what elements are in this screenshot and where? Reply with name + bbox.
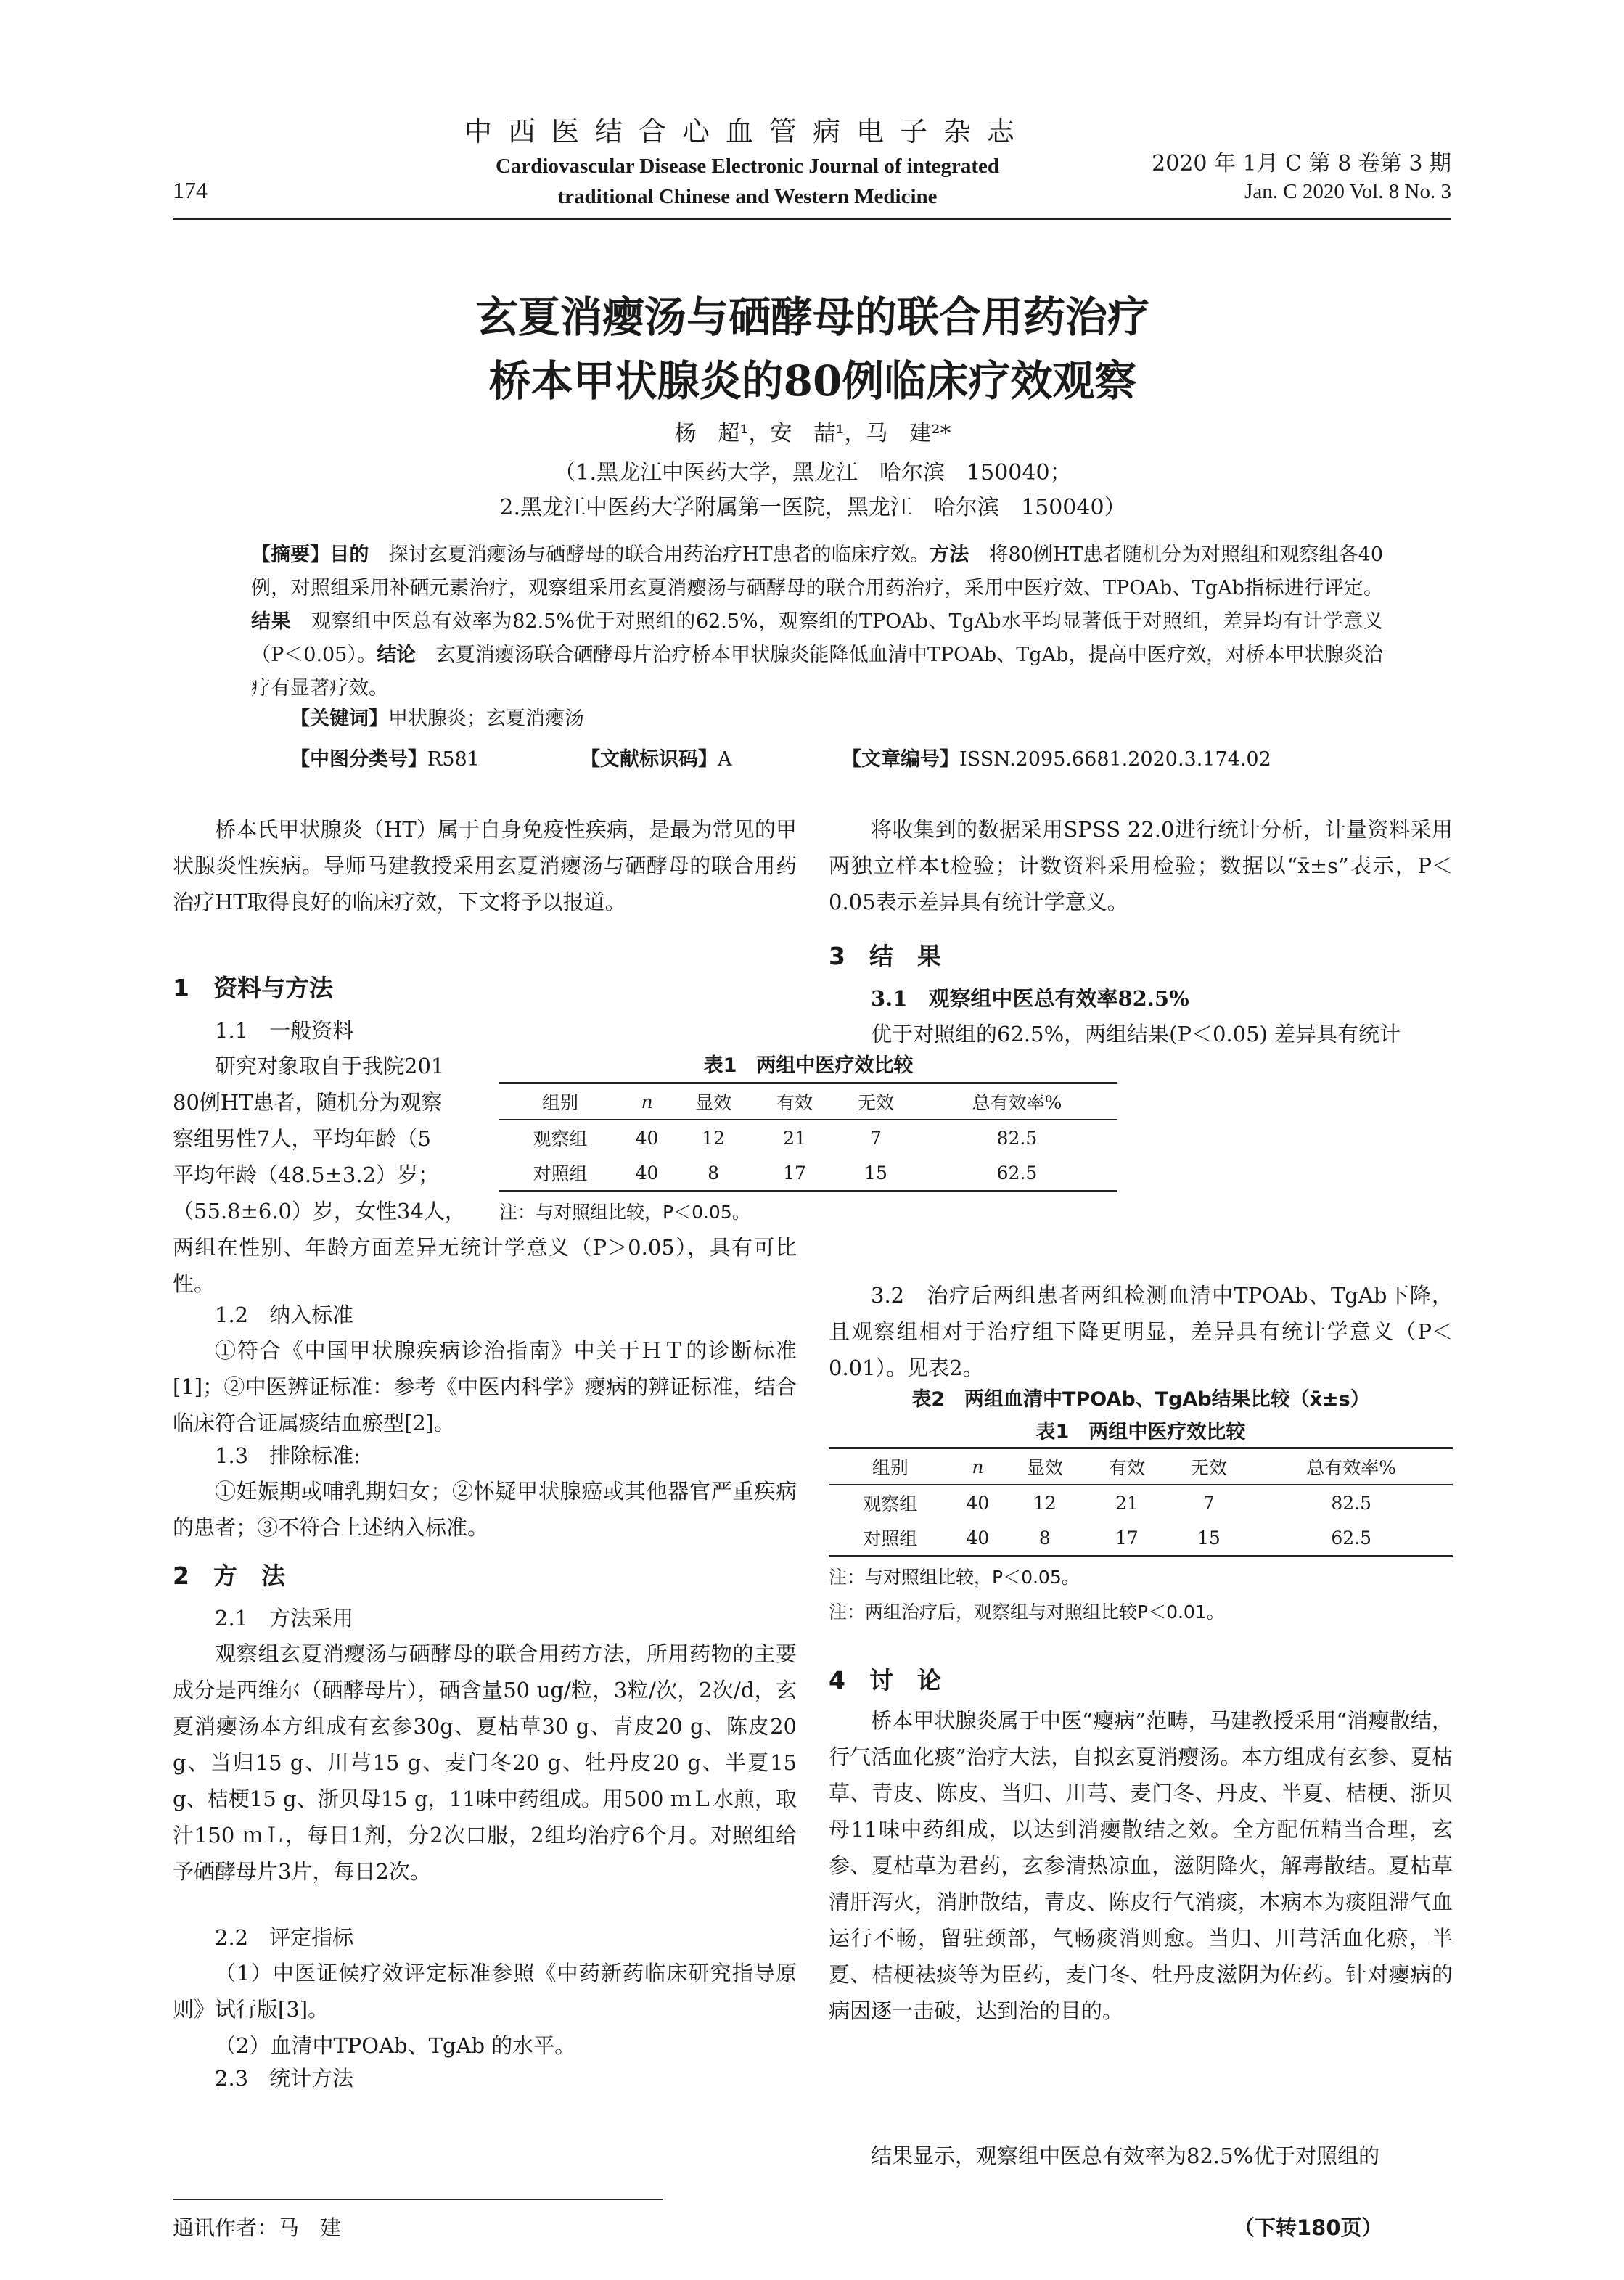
clc-value: R581 [427,748,480,771]
article-number [842,743,1271,771]
section-3-2-text: 3.2 治疗后两组患者两组检测血清中TPOAb、TgAb下降，且观察组相对于治疗组下降更明显，差异具有统计学意义（P＜0.01）。见表2。 [829,1283,1453,1380]
abstract-conclusion: 玄夏消瘿汤联合硒酵母片治疗桥本甲状腺炎能降低血清中TPOAb、TgAb，提高中医疗效，对桥本甲状腺炎治疗有显著疗效。 [251,644,1383,700]
table-2-header: n [951,1448,1004,1485]
table-cell: 82.5 [1331,1492,1372,1514]
table-cell: 8 [1004,1520,1086,1557]
section-4-heading: 4 讨 论 [829,1666,941,1694]
table-1-header: 无效 [835,1083,916,1120]
section-3-1-heading: 3.1 观察组中医总有效率82.5% [871,986,1189,1011]
table-cell: 62.5 [916,1155,1117,1192]
table-cell: 对照组 [499,1155,621,1192]
section-2-1-text: 观察组玄夏消瘿汤与硒酵母的联合用药方法，所用药物的主要成分是西维尔（硒酵母片），硒含量50 ug/粒，3粒/次，2次/d，玄夏消瘿汤本方组成有玄参30g、夏枯草30 g、青皮20 g、陈皮20 g、当归15 g、川芎15 g、麦门冬20 g、牡丹皮20 g、半夏15 g、桔梗15 g、浙贝母15 g，11味中药组成。用500 ｍＬ水煎，取汁150 ｍＬ，每日1剂，分2次口服，2组均治疗6个月。对照组给予硒酵母片3片，每日2次。 [173,1641,797,1884]
issue-en: Jan. C 2020 Vol. 8 No. 3 [1244,180,1451,203]
journal-title-en-line1: Cardiovascular Disease Electronic Journal of integrated [495,155,1000,178]
discussion-paragraph: 桥本甲状腺炎属于中医“瘿病”范畴，马建教授采用“消瘿散结，行气活血化痰”治疗大法，自拟玄夏消瘿汤。本方组成有玄参、夏枯草、青皮、陈皮、当归、川芎、麦门冬、丹皮、半夏、桔梗、浙贝母11味中药组成，以达到消瘿散结之效。全方配伍精当合理，玄参、夏枯草为君药，玄参清热凉血，滋阴降火，解毒散结。夏枯草清肝泻火，消肿散结，青皮、陈皮行气消痰，本病本为痰阻滞气血运行不畅，留驻颈部，气畅痰消则愈。当归、川芎活血化瘀，半夏、桔梗祛痰等为臣药，麦门冬、牡丹皮滋阴为佐药。针对瘿病的病因逐一击破，达到治的目的。 [829,1708,1453,2023]
document-code [581,743,732,771]
table-row [499,1155,1117,1192]
table-1-header: n [621,1083,673,1120]
table-cell: 8 [673,1155,754,1192]
section-2-1-heading: 2.1 方法采用 [215,1606,354,1631]
table-cell: 15 [835,1155,916,1192]
article-title-line2: 桥本甲状腺炎的80例临床疗效观察 [488,356,1137,406]
table-1-header: 组别 [499,1083,621,1120]
affiliation-2: 2.黑龙江中医药大学附属第一医院，黑龙江 哈尔滨 150040） [499,495,1126,520]
section-1-2-heading: 1.2 纳入标准 [215,1303,354,1327]
corresponding-author: 通讯作者：马 建 [173,2215,342,2240]
table-cell: 21 [783,1127,806,1149]
table-cell: 12 [1033,1492,1057,1514]
table-2-header: 有效 [1086,1448,1168,1485]
table-cell: 21 [1115,1492,1139,1514]
table-row [499,1120,1117,1155]
section-1-3-text: ①妊娠期或哺乳期妇女；②怀疑甲状腺癌或其他器官严重疾病的患者；③不符合上述纳入标准。 [173,1479,797,1540]
section-1-1-line5: （55.8±6.0）岁，女性34人， [173,1199,466,1223]
abstract-purpose: 探讨玄夏消瘿汤与硒酵母的联合用药治疗HT患者的临床疗效。 [369,544,930,566]
continued-note: （下转180页） [1234,2215,1383,2240]
abstract-label: 【摘要】 [251,544,330,566]
table-cell: 40 [966,1492,990,1514]
abstract-purpose-label: 目的 [329,544,369,566]
article-number-label: 【文章编号】 [842,748,959,771]
table-2-header: 显效 [1004,1448,1086,1485]
document-code-label: 【文献标识码】 [581,748,718,771]
section-2-2-heading: 2.2 评定指标 [215,1925,354,1950]
table-2-grid [829,1447,1453,1557]
clc-label: 【中图分类号】 [290,748,427,771]
table-cell: 62.5 [1250,1520,1453,1557]
table-cell: 40 [621,1155,673,1192]
authors: 杨 超¹，安 喆¹，马 建²* [674,421,951,446]
table-row [829,1520,1453,1557]
table-1-caption: 表1 两组中医疗效比较 [703,1054,914,1077]
section-1-1-tail: 两组在性别、年龄方面差异无统计学意义（P＞0.05），具有可比性。 [173,1235,797,1296]
keywords-label: 【关键词】 [290,708,388,730]
table-2-note-2: 注：两组治疗后，观察组与对照组比较P＜0.01。 [829,1602,1225,1623]
table-1-header: 有效 [754,1083,835,1120]
table-2-inner-caption: 表1 两组中医疗效比较 [1035,1421,1246,1443]
journal-title-cn: 中西医结合心血管病电子杂志 [464,115,1030,147]
affiliation-1: （1.黑龙江中医药大学，黑龙江 哈尔滨 150040； [554,460,1072,485]
section-1-1-line4: 平均年龄（48.5±3.2）岁； [173,1162,439,1187]
document-code-value: A [718,748,732,771]
table-1 [499,1049,1117,1224]
section-1-1-line3: 察组男性7人，平均年龄（5 [173,1126,431,1151]
abstract-result-label: 结果 [251,610,292,633]
table-2-header: 总有效率% [1250,1448,1453,1485]
article-number-value: ISSN.2095.6681.2020.3.174.02 [959,748,1271,771]
table-1-header: 显效 [673,1083,754,1120]
issue-cn: 2020 年 1月 C 第 8 卷第 3 期 [1152,151,1451,176]
section-1-3-heading: 1.3 排除标准: [215,1443,361,1468]
abstract [251,538,1383,705]
table-cell: 7 [870,1127,882,1149]
abstract-method: 将80例HT患者随机分为对照组和观察组各40例，对照组采用补硒元素治疗，观察组采用玄夏消瘿汤与硒酵母的联合用药治疗，采用中医疗效、TPOAb、TgAb指标进行评定。 [251,544,1383,599]
table-cell: 40 [951,1520,1004,1557]
table-row [829,1485,1453,1520]
page-number: 174 [173,177,208,203]
table-2-header: 组别 [829,1448,951,1485]
abstract-conclusion-label: 结论 [377,644,417,666]
keywords-text: 甲状腺炎；玄夏消瘿汤 [388,708,584,730]
table-1-header: 总有效率% [916,1083,1117,1120]
table-cell: 40 [635,1127,659,1149]
section-1-heading: 1 资料与方法 [173,974,333,1002]
table-1-note: 注：与对照组比较，P＜0.05。 [499,1202,750,1223]
table-cell: 12 [702,1127,725,1149]
table-2-note-1: 注：与对照组比较，P＜0.05。 [829,1567,1080,1588]
table-1-grid [499,1082,1117,1192]
footnote-rule [173,2199,663,2200]
table-cell: 7 [1202,1492,1215,1514]
stats-paragraph: 将收集到的数据采用SPSS 22.0进行统计分析，计量资料采用两独立样本t检验；计数资料采用检验；数据以“x̄±s”表示，P＜0.05表示差异具有统计学意义。 [829,817,1453,914]
section-2-2-item1: （1）中医证候疗效评定标准参照《中药新药临床研究指导原则》试行版[3]。 [173,1961,797,2022]
table-cell: 82.5 [996,1127,1038,1149]
section-2-3-heading: 2.3 统计方法 [215,2066,354,2091]
table-2 [829,1383,1453,1624]
table-2-header: 无效 [1168,1448,1250,1485]
table-cell: 观察组 [533,1128,588,1149]
abstract-result: 观察组中医总有效率为82.5%优于对照组的62.5%，观察组的TPOAb、TgAb水平均显著低于对照组，差异均有计学意义（P＜0.05）。 [251,610,1383,666]
table-cell: 17 [754,1155,835,1192]
keywords [290,702,584,731]
section-1-2-text: ①符合《中国甲状腺疾病诊治指南》中关于ＨＴ的诊断标准[1]；②中医辨证标准：参考《中医内科学》瘿病的辨证标准，结合临床符合证属痰结血瘀型[2]。 [173,1338,797,1435]
journal-title-en [406,151,1088,212]
section-1-1-line2: 80例HT患者，随机分为观察 [173,1090,443,1115]
table-cell: 观察组 [863,1493,918,1514]
section-2-heading: 2 方 法 [173,1562,285,1590]
header-rule [173,218,1451,220]
section-1-1-line1: 研究对象取自于我院201 [215,1054,445,1078]
discussion-tail: 结果显示，观察组中医总有效率为82.5%优于对照组的 [871,2144,1380,2168]
journal-title-en-line2: traditional Chinese and Western Medicine [557,185,938,208]
section-3-heading: 3 结 果 [829,942,941,970]
intro-paragraph: 桥本氏甲状腺炎（HT）属于自身免疫性疾病，是最为常见的甲状腺炎性疾病。导师马建教授采用玄夏消瘿汤与硒酵母的联合用药治疗HT取得良好的临床疗效，下文将予以报道。 [173,817,797,914]
article-title-line1: 玄夏消瘿汤与硒酵母的联合用药治疗 [475,292,1149,342]
section-3-1-text: 优于对照组的62.5%，两组结果(P＜0.05) 差异具有统计 [871,1022,1401,1046]
clc-number [290,743,480,771]
table-2-caption: 表2 两组血清中TPOAb、TgAb结果比较（x̄±s） [911,1388,1370,1411]
section-1-1-heading: 1.1 一般资料 [215,1018,354,1043]
table-cell: 15 [1168,1520,1250,1557]
table-cell: 对照组 [829,1520,951,1557]
table-cell: 17 [1086,1520,1168,1557]
section-2-2-item2: （2）血清中TPOAb、TgAb 的水平。 [215,2033,576,2058]
abstract-method-label: 方法 [930,544,969,566]
